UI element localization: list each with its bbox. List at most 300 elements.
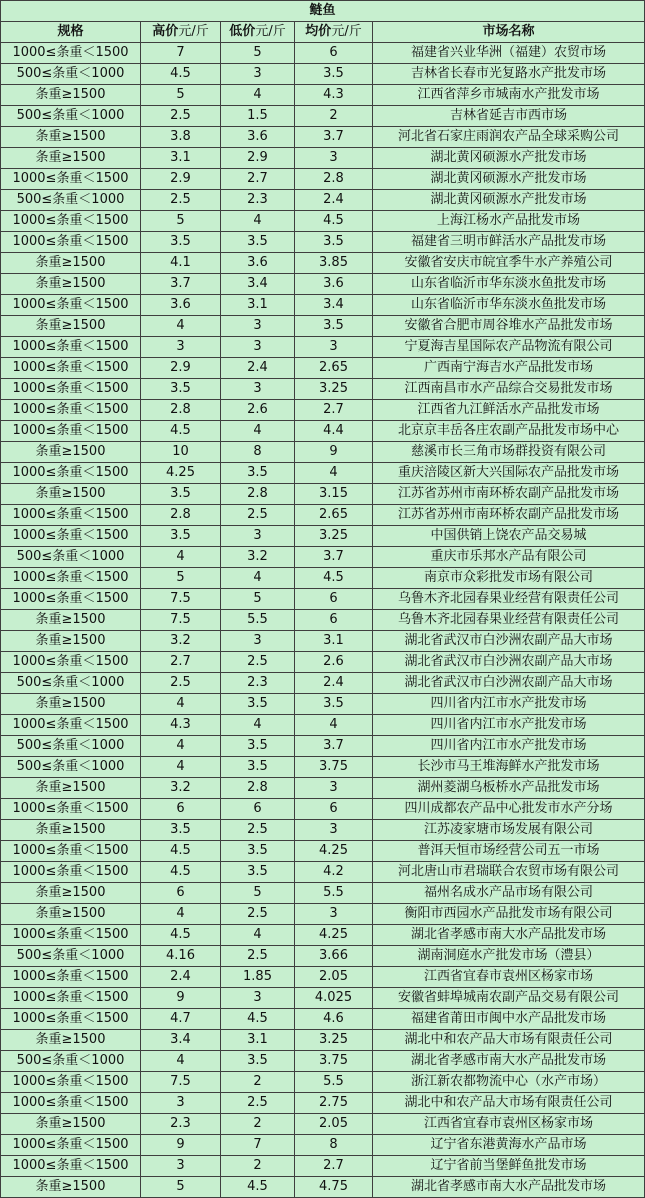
cell-spec: 1000≤条重＜1500 xyxy=(1,43,141,64)
table-row xyxy=(1,358,645,379)
table-title: 鲢鱼 xyxy=(1,1,645,22)
header-spec: 规格 xyxy=(1,22,141,43)
cell-spec: 1000≤条重＜1500 xyxy=(1,715,141,736)
cell-low-price: 3 xyxy=(221,337,295,358)
cell-market-name: 江西南昌市水产品综合交易批发市场 xyxy=(373,379,645,400)
cell-market-name: 江苏凌家塘市场发展有限公司 xyxy=(373,820,645,841)
cell-spec: 500≤条重＜1000 xyxy=(1,547,141,568)
cell-market-name: 湖北黄冈硕源水产批发市场 xyxy=(373,148,645,169)
cell-avg-price: 3.25 xyxy=(295,379,373,400)
cell-high-price: 2.5 xyxy=(141,190,221,211)
cell-low-price: 2.6 xyxy=(221,400,295,421)
cell-avg-price: 4.75 xyxy=(295,1177,373,1198)
table-row xyxy=(1,421,645,442)
table-row xyxy=(1,946,645,967)
table-row xyxy=(1,526,645,547)
cell-avg-price: 6 xyxy=(295,610,373,631)
cell-low-price: 7 xyxy=(221,1135,295,1156)
cell-spec: 1000≤条重＜1500 xyxy=(1,211,141,232)
cell-avg-price: 2.7 xyxy=(295,400,373,421)
cell-spec: 条重≥1500 xyxy=(1,274,141,295)
cell-spec: 1000≤条重＜1500 xyxy=(1,589,141,610)
cell-high-price: 5 xyxy=(141,211,221,232)
table-row xyxy=(1,631,645,652)
cell-spec: 1000≤条重＜1500 xyxy=(1,1093,141,1114)
cell-high-price: 4 xyxy=(141,736,221,757)
cell-spec: 条重≥1500 xyxy=(1,1177,141,1198)
cell-avg-price: 2.4 xyxy=(295,673,373,694)
cell-avg-price: 9 xyxy=(295,442,373,463)
cell-avg-price: 3.7 xyxy=(295,547,373,568)
table-row xyxy=(1,799,645,820)
cell-market-name: 乌鲁木齐北园春果业经营有限责任公司 xyxy=(373,610,645,631)
cell-spec: 500≤条重＜1000 xyxy=(1,736,141,757)
header-high-label: 高价 xyxy=(152,24,179,39)
cell-market-name: 长沙市马王堆海鲜水产批发市场 xyxy=(373,757,645,778)
cell-low-price: 3.5 xyxy=(221,463,295,484)
cell-market-name: 乌鲁木齐北园春果业经营有限责任公司 xyxy=(373,589,645,610)
cell-low-price: 3.1 xyxy=(221,1030,295,1051)
cell-low-price: 3.5 xyxy=(221,232,295,253)
cell-avg-price: 2.05 xyxy=(295,967,373,988)
cell-spec: 500≤条重＜1000 xyxy=(1,190,141,211)
cell-market-name: 普洱天恒市场经营公司五一市场 xyxy=(373,841,645,862)
table-row xyxy=(1,169,645,190)
cell-spec: 条重≥1500 xyxy=(1,484,141,505)
cell-avg-price: 2.05 xyxy=(295,1114,373,1135)
cell-avg-price: 8 xyxy=(295,1135,373,1156)
cell-market-name: 吉林省长春市光复路水产批发市场 xyxy=(373,64,645,85)
cell-low-price: 3.5 xyxy=(221,736,295,757)
cell-low-price: 3 xyxy=(221,64,295,85)
cell-avg-price: 3.25 xyxy=(295,526,373,547)
table-row xyxy=(1,1051,645,1072)
cell-market-name: 辽宁省前当堡鲜鱼批发市场 xyxy=(373,1156,645,1177)
table-row xyxy=(1,1177,645,1198)
cell-avg-price: 4.2 xyxy=(295,862,373,883)
cell-low-price: 3 xyxy=(221,316,295,337)
cell-spec: 1000≤条重＜1500 xyxy=(1,1009,141,1030)
cell-avg-price: 3 xyxy=(295,148,373,169)
cell-market-name: 江西省宜春市袁州区杨家市场 xyxy=(373,967,645,988)
cell-market-name: 湖北省孝感市南大水产品批发市场 xyxy=(373,925,645,946)
cell-high-price: 4.5 xyxy=(141,862,221,883)
cell-high-price: 2.5 xyxy=(141,673,221,694)
table-row xyxy=(1,757,645,778)
cell-avg-price: 3.4 xyxy=(295,295,373,316)
cell-low-price: 1.5 xyxy=(221,106,295,127)
cell-low-price: 3.5 xyxy=(221,757,295,778)
header-high-unit: 元/斤 xyxy=(178,24,209,39)
cell-spec: 1000≤条重＜1500 xyxy=(1,925,141,946)
cell-avg-price: 3.15 xyxy=(295,484,373,505)
cell-market-name: 四川省内江市水产批发市场 xyxy=(373,694,645,715)
cell-high-price: 9 xyxy=(141,1135,221,1156)
cell-market-name: 辽宁省东港黄海水产品市场 xyxy=(373,1135,645,1156)
cell-market-name: 慈溪市长三角市场群投资有限公司 xyxy=(373,442,645,463)
cell-low-price: 2.7 xyxy=(221,169,295,190)
cell-high-price: 4 xyxy=(141,694,221,715)
cell-high-price: 2.9 xyxy=(141,169,221,190)
cell-low-price: 2.5 xyxy=(221,505,295,526)
cell-market-name: 湖北省孝感市南大水产品批发市场 xyxy=(373,1051,645,1072)
cell-high-price: 3 xyxy=(141,1156,221,1177)
header-row xyxy=(1,22,645,43)
cell-high-price: 10 xyxy=(141,442,221,463)
cell-high-price: 7.5 xyxy=(141,589,221,610)
cell-spec: 条重≥1500 xyxy=(1,778,141,799)
cell-low-price: 2.4 xyxy=(221,358,295,379)
cell-market-name: 湖北黄冈硕源水产批发市场 xyxy=(373,190,645,211)
cell-spec: 条重≥1500 xyxy=(1,1030,141,1051)
cell-market-name: 湖北省武汉市白沙洲农副产品大市场 xyxy=(373,652,645,673)
cell-market-name: 浙江新农都物流中心（水产市场） xyxy=(373,1072,645,1093)
table-row xyxy=(1,568,645,589)
table-row xyxy=(1,127,645,148)
table-row xyxy=(1,547,645,568)
cell-spec: 1000≤条重＜1500 xyxy=(1,169,141,190)
cell-high-price: 4.5 xyxy=(141,841,221,862)
cell-spec: 500≤条重＜1000 xyxy=(1,1051,141,1072)
cell-low-price: 8 xyxy=(221,442,295,463)
cell-high-price: 4 xyxy=(141,316,221,337)
cell-high-price: 4 xyxy=(141,904,221,925)
cell-low-price: 3 xyxy=(221,988,295,1009)
cell-spec: 1000≤条重＜1500 xyxy=(1,967,141,988)
table-row xyxy=(1,43,645,64)
cell-low-price: 3.5 xyxy=(221,694,295,715)
cell-avg-price: 2.4 xyxy=(295,190,373,211)
cell-low-price: 4 xyxy=(221,85,295,106)
cell-market-name: 江西省萍乡市城南水产批发市场 xyxy=(373,85,645,106)
cell-low-price: 3 xyxy=(221,526,295,547)
cell-low-price: 3.5 xyxy=(221,841,295,862)
cell-spec: 500≤条重＜1000 xyxy=(1,673,141,694)
cell-avg-price: 4 xyxy=(295,715,373,736)
table-row xyxy=(1,652,645,673)
cell-high-price: 9 xyxy=(141,988,221,1009)
cell-high-price: 4 xyxy=(141,547,221,568)
table-row xyxy=(1,694,645,715)
cell-low-price: 3.2 xyxy=(221,547,295,568)
cell-avg-price: 3.5 xyxy=(295,694,373,715)
cell-spec: 1000≤条重＜1500 xyxy=(1,568,141,589)
cell-high-price: 4.3 xyxy=(141,715,221,736)
cell-low-price: 2 xyxy=(221,1072,295,1093)
cell-market-name: 衡阳市西园水产品批发市场有限公司 xyxy=(373,904,645,925)
cell-spec: 1000≤条重＜1500 xyxy=(1,1156,141,1177)
cell-market-name: 湖北中和农产品大市场有限责任公司 xyxy=(373,1093,645,1114)
cell-low-price: 1.85 xyxy=(221,967,295,988)
cell-avg-price: 4.5 xyxy=(295,568,373,589)
cell-spec: 条重≥1500 xyxy=(1,442,141,463)
table-row xyxy=(1,190,645,211)
cell-low-price: 2 xyxy=(221,1114,295,1135)
cell-spec: 1000≤条重＜1500 xyxy=(1,988,141,1009)
header-low-label: 低价 xyxy=(229,24,256,39)
cell-market-name: 江苏省苏州市南环桥农副产品批发市场 xyxy=(373,505,645,526)
cell-avg-price: 3.85 xyxy=(295,253,373,274)
cell-avg-price: 3.5 xyxy=(295,64,373,85)
cell-spec: 条重≥1500 xyxy=(1,904,141,925)
cell-high-price: 3.5 xyxy=(141,526,221,547)
cell-high-price: 2.8 xyxy=(141,505,221,526)
cell-high-price: 2.8 xyxy=(141,400,221,421)
cell-spec: 1000≤条重＜1500 xyxy=(1,526,141,547)
cell-low-price: 3 xyxy=(221,379,295,400)
cell-market-name: 河北省石家庄雨润农产品全球采购公司 xyxy=(373,127,645,148)
cell-market-name: 山东省临沂市华东淡水鱼批发市场 xyxy=(373,274,645,295)
cell-high-price: 3.4 xyxy=(141,1030,221,1051)
cell-avg-price: 3 xyxy=(295,904,373,925)
cell-low-price: 6 xyxy=(221,799,295,820)
cell-avg-price: 2.75 xyxy=(295,1093,373,1114)
cell-market-name: 宁夏海吉星国际农产品物流有限公司 xyxy=(373,337,645,358)
cell-market-name: 吉林省延吉市西市场 xyxy=(373,106,645,127)
cell-high-price: 3 xyxy=(141,337,221,358)
header-avg-label: 均价 xyxy=(305,24,332,39)
cell-high-price: 2.4 xyxy=(141,967,221,988)
cell-market-name: 福建省兴业华洲（福建）农贸市场 xyxy=(373,43,645,64)
cell-avg-price: 3.7 xyxy=(295,127,373,148)
cell-market-name: 湖北黄冈硕源水产批发市场 xyxy=(373,169,645,190)
table-row xyxy=(1,148,645,169)
header-high xyxy=(141,22,221,43)
cell-spec: 1000≤条重＜1500 xyxy=(1,358,141,379)
cell-avg-price: 4.6 xyxy=(295,1009,373,1030)
table-row xyxy=(1,484,645,505)
table-row xyxy=(1,463,645,484)
cell-avg-price: 2.65 xyxy=(295,505,373,526)
cell-high-price: 6 xyxy=(141,883,221,904)
cell-spec: 1000≤条重＜1500 xyxy=(1,862,141,883)
cell-high-price: 7.5 xyxy=(141,610,221,631)
cell-avg-price: 2.6 xyxy=(295,652,373,673)
cell-spec: 1000≤条重＜1500 xyxy=(1,505,141,526)
cell-market-name: 中国供销上饶农产品交易城 xyxy=(373,526,645,547)
cell-spec: 1000≤条重＜1500 xyxy=(1,337,141,358)
cell-market-name: 北京京丰岳各庄农副产品批发市场中心 xyxy=(373,421,645,442)
table-row xyxy=(1,505,645,526)
cell-avg-price: 4.4 xyxy=(295,421,373,442)
cell-low-price: 5 xyxy=(221,883,295,904)
table-row xyxy=(1,883,645,904)
table-row xyxy=(1,379,645,400)
table-row xyxy=(1,820,645,841)
cell-low-price: 2 xyxy=(221,1156,295,1177)
cell-high-price: 3.8 xyxy=(141,127,221,148)
table-row xyxy=(1,400,645,421)
cell-high-price: 7.5 xyxy=(141,1072,221,1093)
cell-low-price: 3.4 xyxy=(221,274,295,295)
cell-low-price: 3.5 xyxy=(221,862,295,883)
cell-low-price: 4 xyxy=(221,715,295,736)
cell-high-price: 4.5 xyxy=(141,421,221,442)
table-row xyxy=(1,1009,645,1030)
cell-low-price: 4 xyxy=(221,211,295,232)
cell-avg-price: 4.25 xyxy=(295,925,373,946)
cell-market-name: 南京市众彩批发市场有限公司 xyxy=(373,568,645,589)
cell-avg-price: 3.7 xyxy=(295,736,373,757)
cell-spec: 1000≤条重＜1500 xyxy=(1,799,141,820)
table-row xyxy=(1,1030,645,1051)
cell-spec: 500≤条重＜1000 xyxy=(1,757,141,778)
cell-avg-price: 3.66 xyxy=(295,946,373,967)
cell-spec: 1000≤条重＜1500 xyxy=(1,841,141,862)
cell-high-price: 2.7 xyxy=(141,652,221,673)
cell-low-price: 4.5 xyxy=(221,1177,295,1198)
cell-market-name: 福建省三明市鲜活水产品批发市场 xyxy=(373,232,645,253)
cell-market-name: 上海江杨水产品批发市场 xyxy=(373,211,645,232)
cell-spec: 1000≤条重＜1500 xyxy=(1,652,141,673)
title-row xyxy=(1,1,645,22)
cell-spec: 条重≥1500 xyxy=(1,694,141,715)
cell-avg-price: 2.65 xyxy=(295,358,373,379)
table-row xyxy=(1,841,645,862)
cell-high-price: 2.5 xyxy=(141,106,221,127)
cell-low-price: 4 xyxy=(221,568,295,589)
cell-avg-price: 3.75 xyxy=(295,1051,373,1072)
cell-avg-price: 4.025 xyxy=(295,988,373,1009)
table-row xyxy=(1,274,645,295)
cell-avg-price: 6 xyxy=(295,43,373,64)
table-row xyxy=(1,211,645,232)
cell-market-name: 福州名成水产品市场有限公司 xyxy=(373,883,645,904)
cell-low-price: 5 xyxy=(221,43,295,64)
cell-low-price: 2.5 xyxy=(221,1093,295,1114)
cell-market-name: 重庆涪陵区新大兴国际农产品批发市场 xyxy=(373,463,645,484)
table-row xyxy=(1,85,645,106)
cell-spec: 500≤条重＜1000 xyxy=(1,106,141,127)
cell-avg-price: 3 xyxy=(295,820,373,841)
cell-market-name: 江西省宜春市袁州区杨家市场 xyxy=(373,1114,645,1135)
cell-market-name: 重庆市乐邦水产品有限公司 xyxy=(373,547,645,568)
cell-avg-price: 2.7 xyxy=(295,1156,373,1177)
cell-high-price: 3 xyxy=(141,1093,221,1114)
header-low xyxy=(221,22,295,43)
cell-spec: 1000≤条重＜1500 xyxy=(1,421,141,442)
table-row xyxy=(1,778,645,799)
cell-market-name: 湖北中和农产品大市场有限责任公司 xyxy=(373,1030,645,1051)
cell-spec: 500≤条重＜1000 xyxy=(1,946,141,967)
cell-avg-price: 3 xyxy=(295,778,373,799)
cell-market-name: 四川省内江市水产批发市场 xyxy=(373,715,645,736)
cell-spec: 条重≥1500 xyxy=(1,610,141,631)
cell-high-price: 3.2 xyxy=(141,631,221,652)
cell-low-price: 2.9 xyxy=(221,148,295,169)
table-body xyxy=(1,43,645,1198)
cell-low-price: 4.5 xyxy=(221,1009,295,1030)
cell-market-name: 广西南宁海吉水产品批发市场 xyxy=(373,358,645,379)
cell-low-price: 2.8 xyxy=(221,778,295,799)
table-row xyxy=(1,862,645,883)
cell-low-price: 3.5 xyxy=(221,1051,295,1072)
cell-low-price: 4 xyxy=(221,421,295,442)
cell-spec: 1000≤条重＜1500 xyxy=(1,463,141,484)
table-row xyxy=(1,106,645,127)
cell-spec: 条重≥1500 xyxy=(1,883,141,904)
cell-high-price: 3.2 xyxy=(141,778,221,799)
cell-low-price: 5.5 xyxy=(221,610,295,631)
cell-high-price: 4.5 xyxy=(141,925,221,946)
cell-market-name: 湖南洞庭水产批发市场（澧县） xyxy=(373,946,645,967)
cell-high-price: 7 xyxy=(141,43,221,64)
cell-market-name: 湖州菱湖乌板桥水产品批发市场 xyxy=(373,778,645,799)
cell-avg-price: 3.75 xyxy=(295,757,373,778)
table-row xyxy=(1,610,645,631)
cell-high-price: 5 xyxy=(141,85,221,106)
cell-market-name: 安徽省安庆市皖宜季牛水产养殖公司 xyxy=(373,253,645,274)
cell-low-price: 3 xyxy=(221,631,295,652)
cell-low-price: 4 xyxy=(221,925,295,946)
cell-spec: 条重≥1500 xyxy=(1,631,141,652)
cell-low-price: 2.3 xyxy=(221,673,295,694)
cell-market-name: 湖北省武汉市白沙洲农副产品大市场 xyxy=(373,631,645,652)
cell-spec: 1000≤条重＜1500 xyxy=(1,1072,141,1093)
cell-spec: 条重≥1500 xyxy=(1,148,141,169)
cell-low-price: 2.5 xyxy=(221,820,295,841)
cell-avg-price: 2.8 xyxy=(295,169,373,190)
cell-low-price: 5 xyxy=(221,589,295,610)
table-row xyxy=(1,316,645,337)
cell-spec: 条重≥1500 xyxy=(1,820,141,841)
cell-avg-price: 3.1 xyxy=(295,631,373,652)
cell-avg-price: 3.5 xyxy=(295,232,373,253)
table-row xyxy=(1,337,645,358)
cell-low-price: 3.6 xyxy=(221,253,295,274)
header-avg-unit: 元/斤 xyxy=(331,24,362,39)
header-low-unit: 元/斤 xyxy=(255,24,286,39)
cell-market-name: 湖北省孝感市南大水产品批发市场 xyxy=(373,1177,645,1198)
table-row xyxy=(1,715,645,736)
table-row xyxy=(1,295,645,316)
cell-market-name: 江西省九江鲜活水产品批发市场 xyxy=(373,400,645,421)
table-row xyxy=(1,1135,645,1156)
table-row xyxy=(1,925,645,946)
table-row xyxy=(1,1072,645,1093)
cell-spec: 1000≤条重＜1500 xyxy=(1,379,141,400)
table-row xyxy=(1,442,645,463)
cell-low-price: 3.1 xyxy=(221,295,295,316)
cell-spec: 条重≥1500 xyxy=(1,85,141,106)
cell-market-name: 四川成都农产品中心批发市水产分场 xyxy=(373,799,645,820)
cell-market-name: 四川省内江市水产批发市场 xyxy=(373,736,645,757)
cell-avg-price: 5.5 xyxy=(295,883,373,904)
cell-market-name: 山东省临沂市华东淡水鱼批发市场 xyxy=(373,295,645,316)
cell-spec: 1000≤条重＜1500 xyxy=(1,232,141,253)
cell-spec: 条重≥1500 xyxy=(1,127,141,148)
cell-low-price: 2.8 xyxy=(221,484,295,505)
table-row xyxy=(1,967,645,988)
cell-market-name: 福建省莆田市闽中水产品批发市场 xyxy=(373,1009,645,1030)
table-row xyxy=(1,988,645,1009)
cell-high-price: 2.9 xyxy=(141,358,221,379)
cell-spec: 1000≤条重＜1500 xyxy=(1,295,141,316)
cell-high-price: 3.6 xyxy=(141,295,221,316)
cell-high-price: 3.5 xyxy=(141,232,221,253)
cell-avg-price: 4.5 xyxy=(295,211,373,232)
cell-high-price: 4 xyxy=(141,757,221,778)
cell-high-price: 3.5 xyxy=(141,379,221,400)
cell-high-price: 5 xyxy=(141,1177,221,1198)
cell-high-price: 3.5 xyxy=(141,484,221,505)
cell-spec: 1000≤条重＜1500 xyxy=(1,400,141,421)
cell-low-price: 3.6 xyxy=(221,127,295,148)
cell-market-name: 江苏省苏州市南环桥农副产品批发市场 xyxy=(373,484,645,505)
cell-spec: 条重≥1500 xyxy=(1,1114,141,1135)
cell-avg-price: 2 xyxy=(295,106,373,127)
cell-market-name: 安徽省蚌埠城南农副产品交易有限公司 xyxy=(373,988,645,1009)
